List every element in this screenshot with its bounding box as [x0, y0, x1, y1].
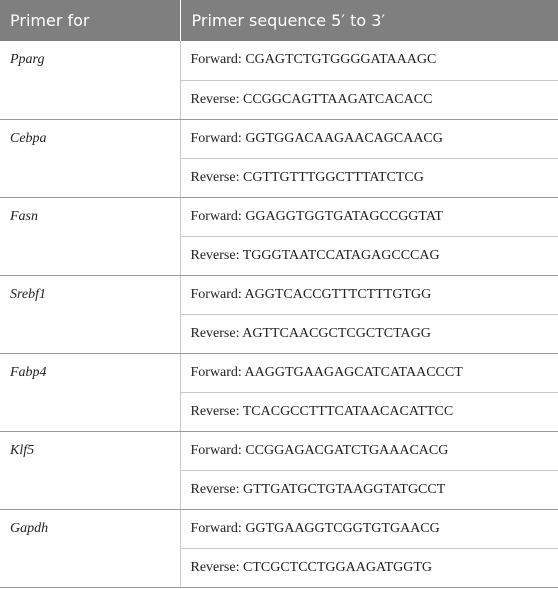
reverse-primer: Reverse: CGTTGTTTGGCTTTATCTCG	[180, 158, 558, 197]
forward-primer: Forward: GGAGGTGGTGATAGCCGGTAT	[180, 197, 558, 236]
header-row	[0, 0, 558, 41]
table-row	[0, 197, 558, 236]
forward-primer: Forward: GGTGAAGGTCGGTGTGAACG	[180, 509, 558, 548]
reverse-primer: Reverse: TGGGTAATCCATAGAGCCCAG	[180, 236, 558, 275]
forward-primer: Forward: CCGGAGACGATCTGAAACACG	[180, 431, 558, 470]
gene-name: Cebpa	[0, 119, 180, 197]
reverse-primer: Reverse: TCACGCCTTTCATAACACATTCC	[180, 392, 558, 431]
forward-primer: Forward: AGGTCACCGTTTCTTTGTGG	[180, 275, 558, 314]
forward-primer: Forward: AAGGTGAAGAGCATCATAACCCT	[180, 353, 558, 392]
gene-name: Klf5	[0, 431, 180, 509]
reverse-primer: Reverse: AGTTCAACGCTCGCTCTAGG	[180, 314, 558, 353]
header-primer-for: Primer for	[0, 0, 180, 41]
table-row	[0, 119, 558, 158]
gene-name: Pparg	[0, 41, 180, 119]
gene-name: Srebf1	[0, 275, 180, 353]
forward-primer: Forward: CGAGTCTGTGGGGATAAAGC	[180, 41, 558, 80]
reverse-primer: Reverse: GTTGATGCTGTAAGGTATGCCT	[180, 470, 558, 509]
table-row	[0, 353, 558, 392]
table-row	[0, 509, 558, 548]
gene-name: Fabp4	[0, 353, 180, 431]
header-primer-sequence: Primer sequence 5′ to 3′	[180, 0, 558, 41]
gene-name: Gapdh	[0, 509, 180, 587]
gene-name: Fasn	[0, 197, 180, 275]
table-row	[0, 275, 558, 314]
table-row	[0, 41, 558, 80]
reverse-primer: Reverse: CCGGCAGTTAAGATCACACC	[180, 80, 558, 119]
forward-primer: Forward: GGTGGACAAGAACAGCAACG	[180, 119, 558, 158]
table-row	[0, 431, 558, 470]
reverse-primer: Reverse: CTCGCTCCTGGAAGATGGTG	[180, 548, 558, 587]
